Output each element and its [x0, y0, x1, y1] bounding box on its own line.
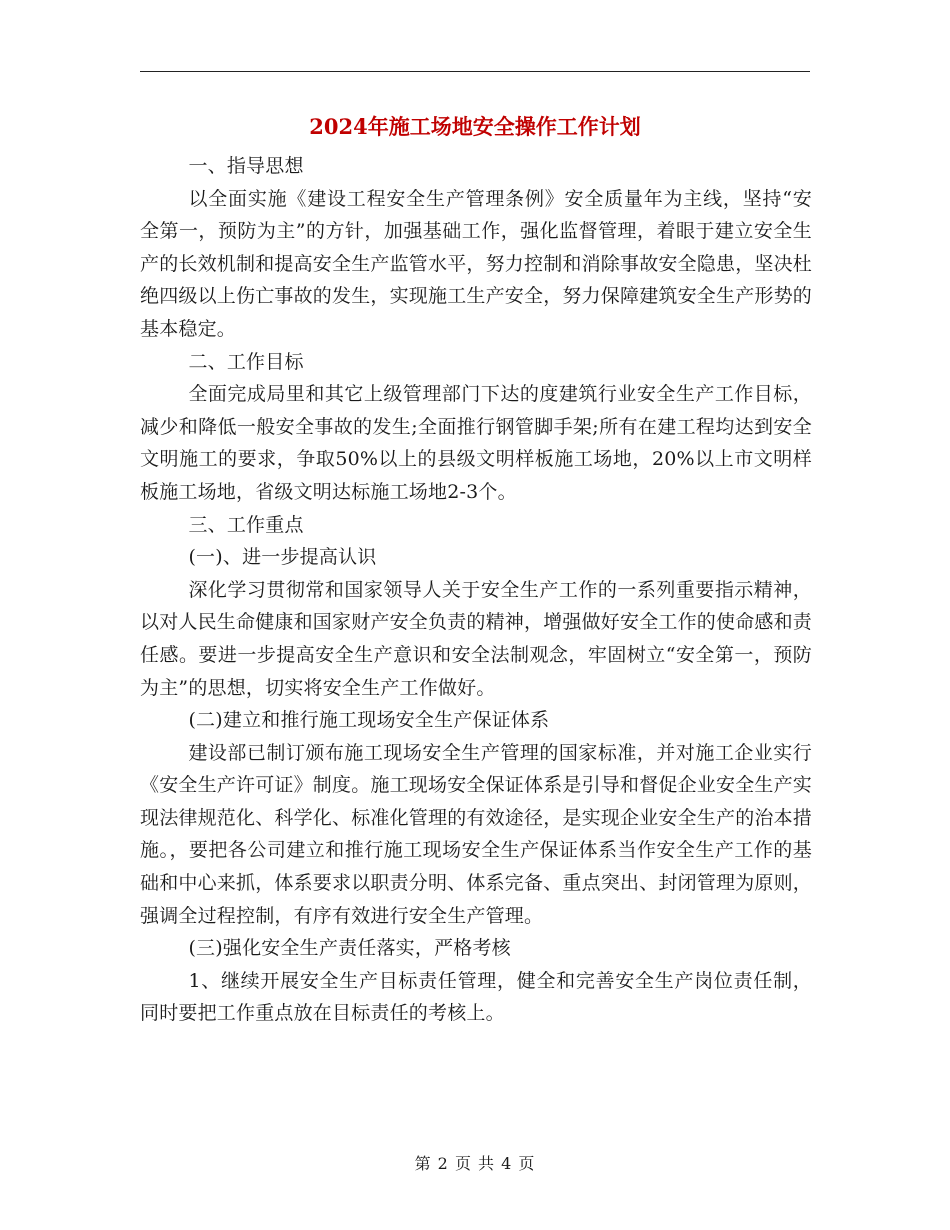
- section-heading-work-goals: 二、工作目标: [188, 350, 304, 373]
- section-heading-work-focus: 三、工作重点: [188, 513, 304, 536]
- paragraph-safety-system: 建设部已制订颁布施工现场安全生产管理的国家标准，并对施工企业实行《安全生产许可证》制度。施工现场安全保证体系是引导和督促企业安全生产实现法律规范化、科学化、标准化管理的有效途径，是实现企业安全生产的治本措施。，要把各公司建立和推行施工现场安全生产保证体系当作安全生产工作的基础和中心来抓，体系要求以职责分明、体系完备、重点突出、封闭管理为原则，强调全过程控制，有序有效进行安全生产管理。: [140, 741, 813, 927]
- page-number-footer: 第 2 页 共 4 页: [414, 1154, 536, 1173]
- header-rule: [140, 71, 810, 72]
- subheading-safety-system: (二)建立和推行施工现场安全生产保证体系: [188, 709, 550, 732]
- paragraph-guiding-ideology: 以全面实施《建设工程安全生产管理条例》安全质量年为主线，坚持“安全第一，预防为主”的方针，加强基础工作，强化监督管理，着眼于建立安全生产的长效机制和提高安全生产监管水平，努力控制和消除事故安全隐患，坚决杜绝四级以上伤亡事故的发生，实现施工生产安全，努力保障建筑安全生产形势的基本稳定。: [140, 187, 813, 340]
- subheading-responsibility: (三)强化安全生产责任落实，严格考核: [188, 937, 511, 960]
- paragraph-responsibility-1: 1、继续开展安全生产目标责任管理，健全和完善安全生产岗位责任制，同时要把工作重点放在目标责任的考核上。: [140, 969, 812, 1025]
- document-title: 2024年施工场地安全操作工作计划: [309, 114, 641, 139]
- section-heading-guiding-ideology: 一、指导思想: [188, 155, 304, 177]
- paragraph-raise-awareness: 深化学习贯彻常和国家领导人关于安全生产工作的一系列重要指示精神，以对人民生命健康和国家财产安全负责的精神，增强做好安全工作的使命感和责任感。要进一步提高安全生产意识和安全法制观念，牢固树立“安全第一，预防为主”的思想，切实将安全生产工作做好。: [140, 578, 813, 699]
- subheading-raise-awareness: (一)、进一步提高认识: [188, 546, 377, 569]
- document-body: [140, 150, 812, 1030]
- paragraph-work-goals: 全面完成局里和其它上级管理部门下达的度建筑行业安全生产工作目标，减少和降低一般安全事故的发生;全面推行钢管脚手架;所有在建工程均达到安全文明施工的要求，争取50%以上的县级文明样板施工场地，20%以上市文明样板施工场地，省级文明达标施工场地2-3个。: [140, 383, 812, 503]
